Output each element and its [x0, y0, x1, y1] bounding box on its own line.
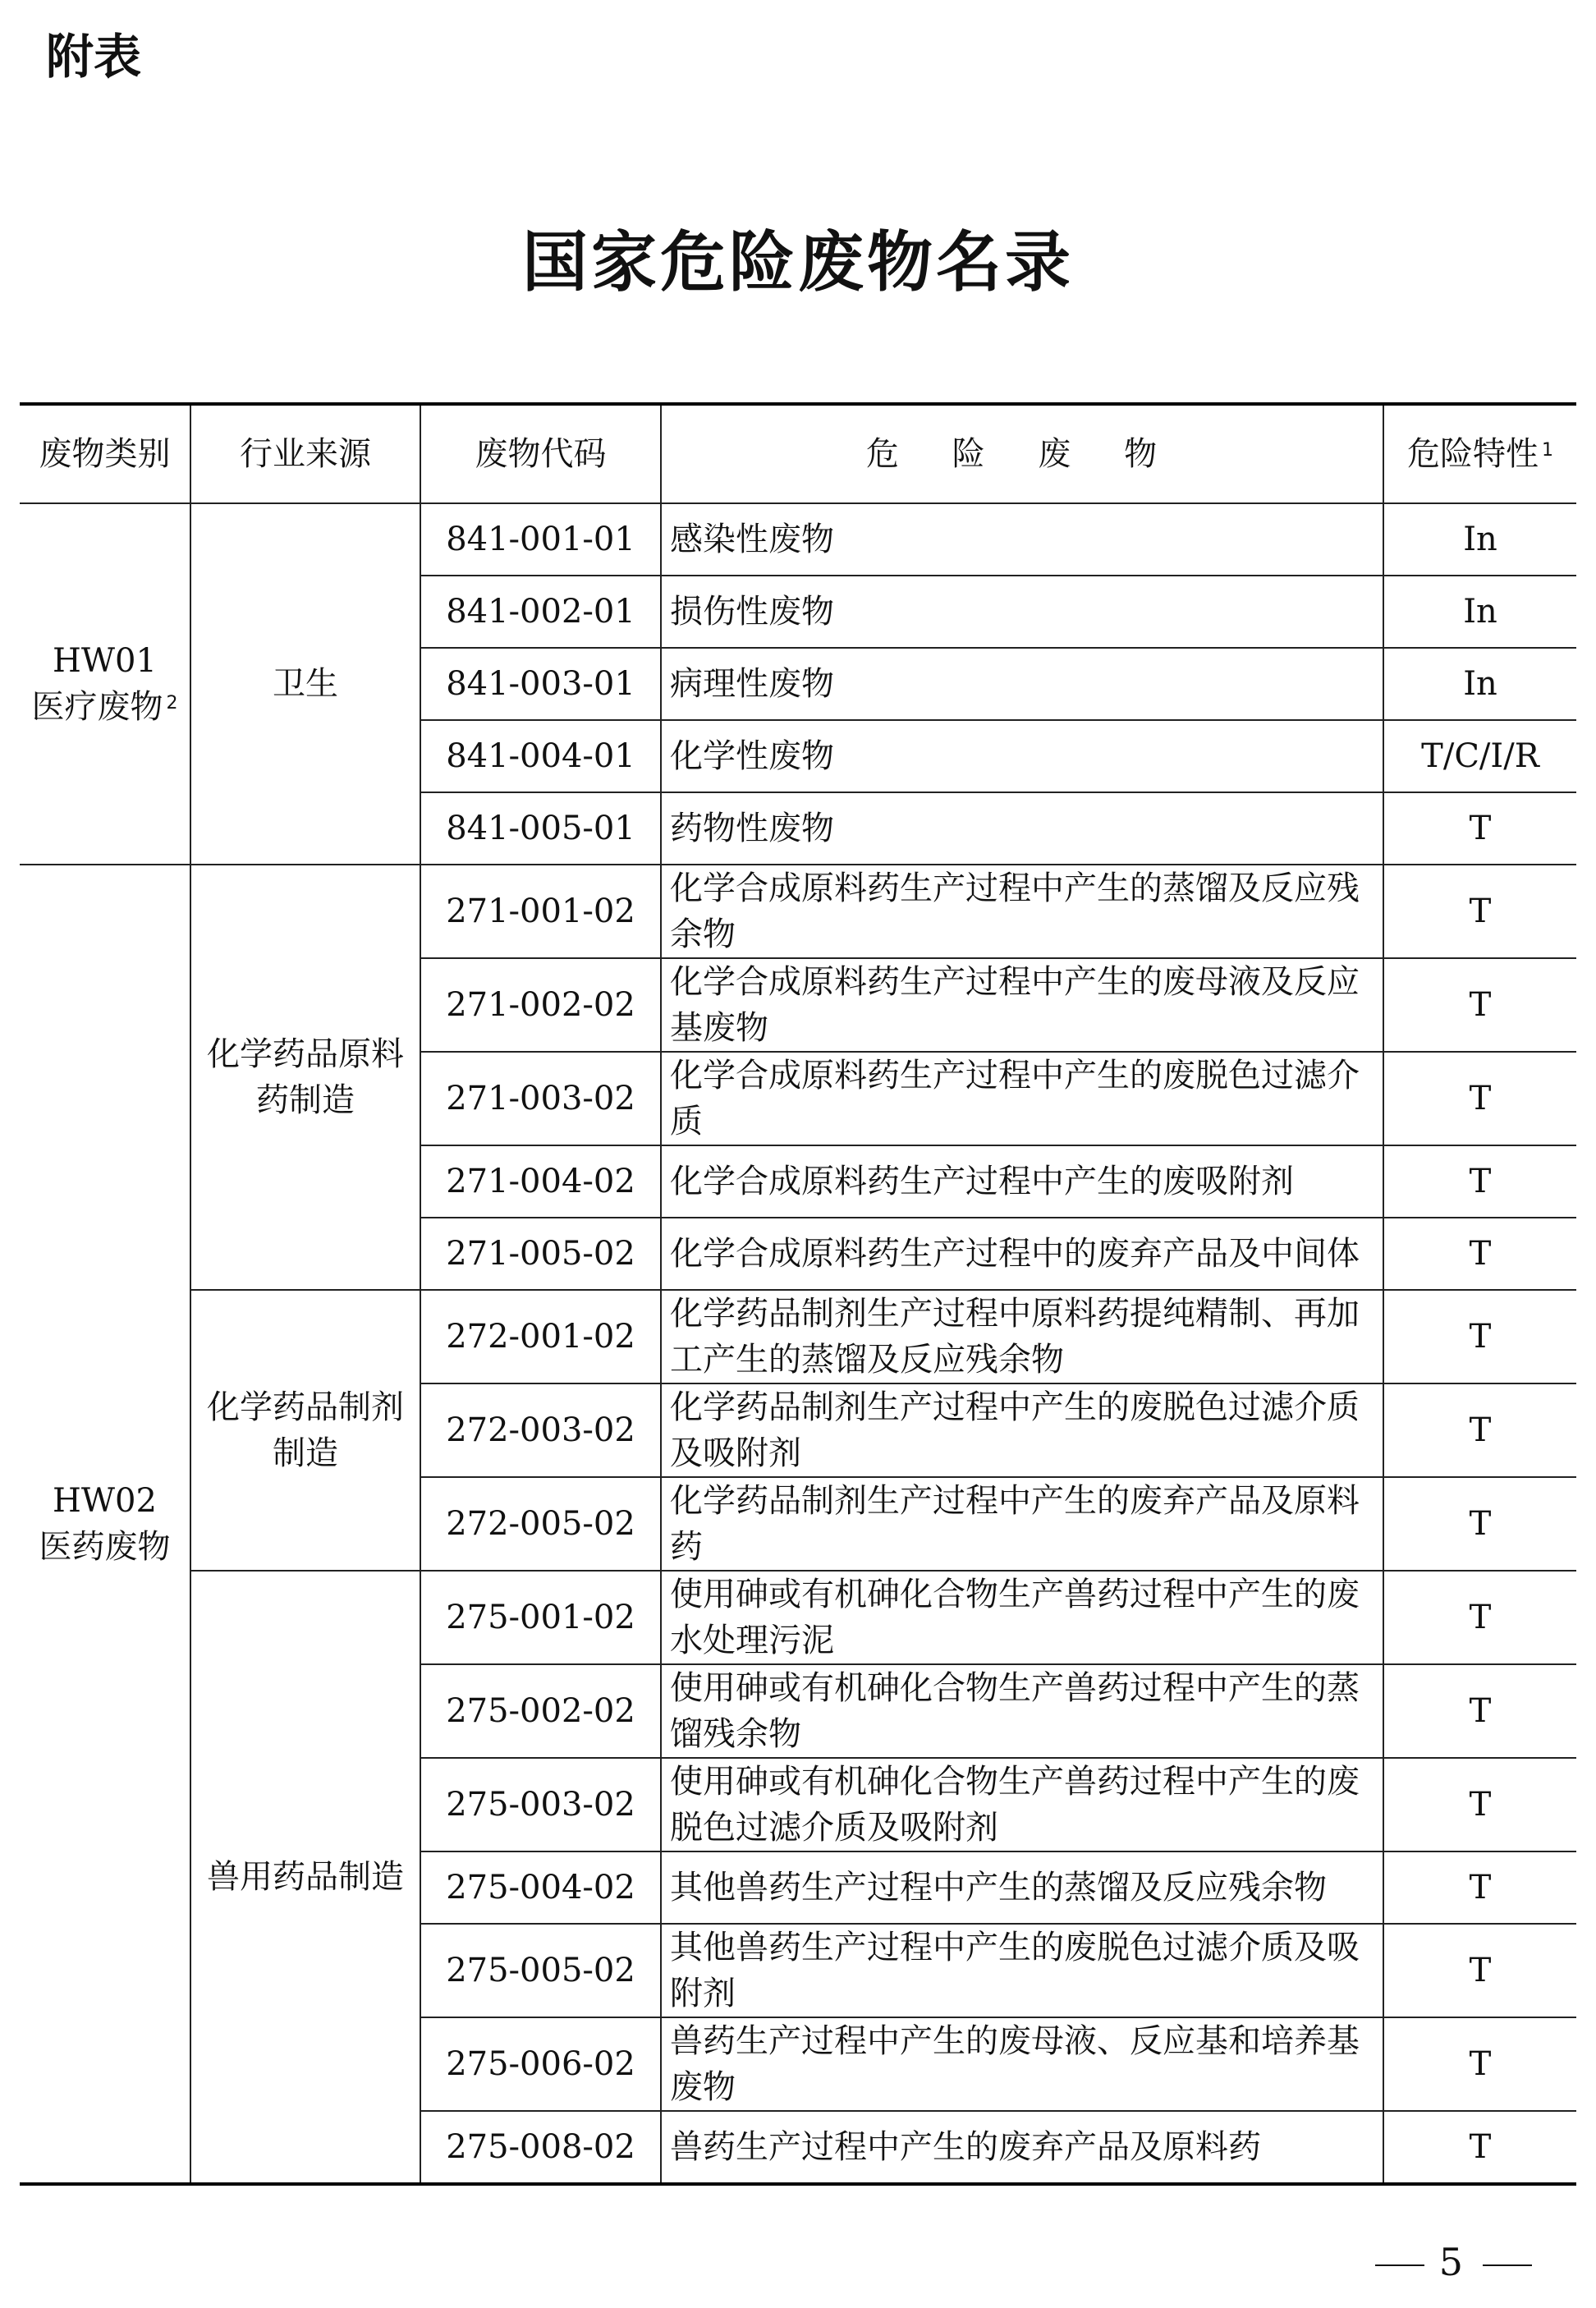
footnote-marker: 1 [1542, 440, 1553, 461]
category-cell-hw01 [20, 503, 190, 865]
waste-cell: 化学合成原料药生产过程中的废弃产品及中间体 [661, 1218, 1383, 1290]
hazardous-waste-table [20, 402, 1576, 2186]
waste-cell: 化学合成原料药生产过程中产生的废吸附剂 [661, 1145, 1383, 1218]
page-number [1360, 2240, 1547, 2284]
waste-cell: 使用砷或有机砷化合物生产兽药过程中产生的废水处理污泥 [661, 1571, 1383, 1664]
hazard-cell: T [1383, 1851, 1576, 1924]
hazard-cell: T [1383, 2017, 1576, 2111]
waste-cell: 化学性废物 [661, 720, 1383, 792]
code-cell: 272-003-02 [420, 1383, 661, 1477]
source-cell: 化学药品制剂制造 [190, 1290, 420, 1571]
footnote-marker: 2 [166, 693, 178, 714]
hazard-cell: T [1383, 792, 1576, 865]
waste-cell: 化学合成原料药生产过程中产生的废脱色过滤介质 [661, 1052, 1383, 1145]
page-title: 国家危险废物名录 [522, 223, 1074, 301]
waste-cell: 兽药生产过程中产生的废母液、反应基和培养基废物 [661, 2017, 1383, 2111]
header-waste [661, 404, 1383, 503]
source-cell: 化学药品原料药制造 [190, 865, 420, 1290]
category-code: HW01 [53, 642, 157, 680]
header-category: 废物类别 [20, 404, 190, 503]
code-cell: 271-003-02 [420, 1052, 661, 1145]
hazard-cell: T [1383, 1664, 1576, 1758]
code-cell: 271-004-02 [420, 1145, 661, 1218]
hazard-cell: T [1383, 1758, 1576, 1851]
hazard-cell: In [1383, 576, 1576, 648]
hazard-cell: T [1383, 1924, 1576, 2017]
source-cell: 卫生 [190, 503, 420, 865]
table-row [20, 1571, 1576, 1664]
hazard-cell: T [1383, 1218, 1576, 1290]
code-cell: 275-004-02 [420, 1851, 661, 1924]
code-cell: 841-003-01 [420, 648, 661, 720]
code-cell: 275-006-02 [420, 2017, 661, 2111]
waste-cell: 使用砷或有机砷化合物生产兽药过程中产生的蒸馏残余物 [661, 1664, 1383, 1758]
hazard-cell: T [1383, 1052, 1576, 1145]
page-dash-left [1375, 2264, 1424, 2266]
code-cell: 271-001-02 [420, 865, 661, 958]
waste-cell: 感染性废物 [661, 503, 1383, 576]
waste-cell: 药物性废物 [661, 792, 1383, 865]
table-row [20, 865, 1576, 958]
category-code: HW02 [53, 1482, 157, 1520]
code-cell: 271-002-02 [420, 958, 661, 1052]
waste-cell: 其他兽药生产过程中产生的废脱色过滤介质及吸附剂 [661, 1924, 1383, 2017]
category-cell-hw02 [20, 865, 190, 2184]
hazard-cell: T [1383, 2111, 1576, 2184]
code-cell: 841-001-01 [420, 503, 661, 576]
hazard-cell: T [1383, 1477, 1576, 1571]
header-code: 废物代码 [420, 404, 661, 503]
table-row [20, 1290, 1576, 1383]
header-hazard [1383, 404, 1576, 503]
hazard-cell: T [1383, 865, 1576, 958]
waste-cell: 兽药生产过程中产生的废弃产品及原料药 [661, 2111, 1383, 2184]
appendix-label: 附表 [46, 29, 142, 85]
hazard-cell: T [1383, 1290, 1576, 1383]
category-name [26, 684, 183, 730]
hazard-cell: In [1383, 503, 1576, 576]
code-cell: 275-008-02 [420, 2111, 661, 2184]
code-cell: 841-002-01 [420, 576, 661, 648]
code-cell: 271-005-02 [420, 1218, 661, 1290]
hazard-cell: In [1383, 648, 1576, 720]
code-cell: 841-005-01 [420, 792, 661, 865]
header-source: 行业来源 [190, 404, 420, 503]
waste-cell: 化学药品制剂生产过程中原料药提纯精制、再加工产生的蒸馏及反应残余物 [661, 1290, 1383, 1383]
hazard-cell: T [1383, 1383, 1576, 1477]
hazard-cell: T/C/I/R [1383, 720, 1576, 792]
hazard-cell: T [1383, 1571, 1576, 1664]
waste-cell: 使用砷或有机砷化合物生产兽药过程中产生的废脱色过滤介质及吸附剂 [661, 1758, 1383, 1851]
waste-cell: 病理性废物 [661, 648, 1383, 720]
code-cell: 275-001-02 [420, 1571, 661, 1664]
code-cell: 272-005-02 [420, 1477, 661, 1571]
source-cell: 兽用药品制造 [190, 1571, 420, 2184]
waste-cell: 化学药品制剂生产过程中产生的废脱色过滤介质及吸附剂 [661, 1383, 1383, 1477]
code-cell: 272-001-02 [420, 1290, 661, 1383]
header-hazard-label: 危险特性 [1407, 435, 1539, 473]
waste-cell: 损伤性废物 [661, 576, 1383, 648]
code-cell: 275-003-02 [420, 1758, 661, 1851]
code-cell: 275-005-02 [420, 1924, 661, 2017]
waste-cell: 化学药品制剂生产过程中产生的废弃产品及原料药 [661, 1477, 1383, 1571]
header-waste-label: 危 险 废 物 [865, 435, 1179, 473]
table-row [20, 503, 1576, 576]
category-name: 医药废物 [39, 1528, 171, 1566]
code-cell: 841-004-01 [420, 720, 661, 792]
page-number-value: 5 [1438, 2240, 1468, 2284]
waste-cell: 化学合成原料药生产过程中产生的废母液及反应基废物 [661, 958, 1383, 1052]
hazard-cell: T [1383, 1145, 1576, 1218]
category-name-text: 医疗废物 [31, 688, 163, 726]
waste-cell: 其他兽药生产过程中产生的蒸馏及反应残余物 [661, 1851, 1383, 1924]
page-dash-right [1483, 2264, 1532, 2266]
waste-cell: 化学合成原料药生产过程中产生的蒸馏及反应残余物 [661, 865, 1383, 958]
table-header-row [20, 404, 1576, 503]
code-cell: 275-002-02 [420, 1664, 661, 1758]
hazard-cell: T [1383, 958, 1576, 1052]
